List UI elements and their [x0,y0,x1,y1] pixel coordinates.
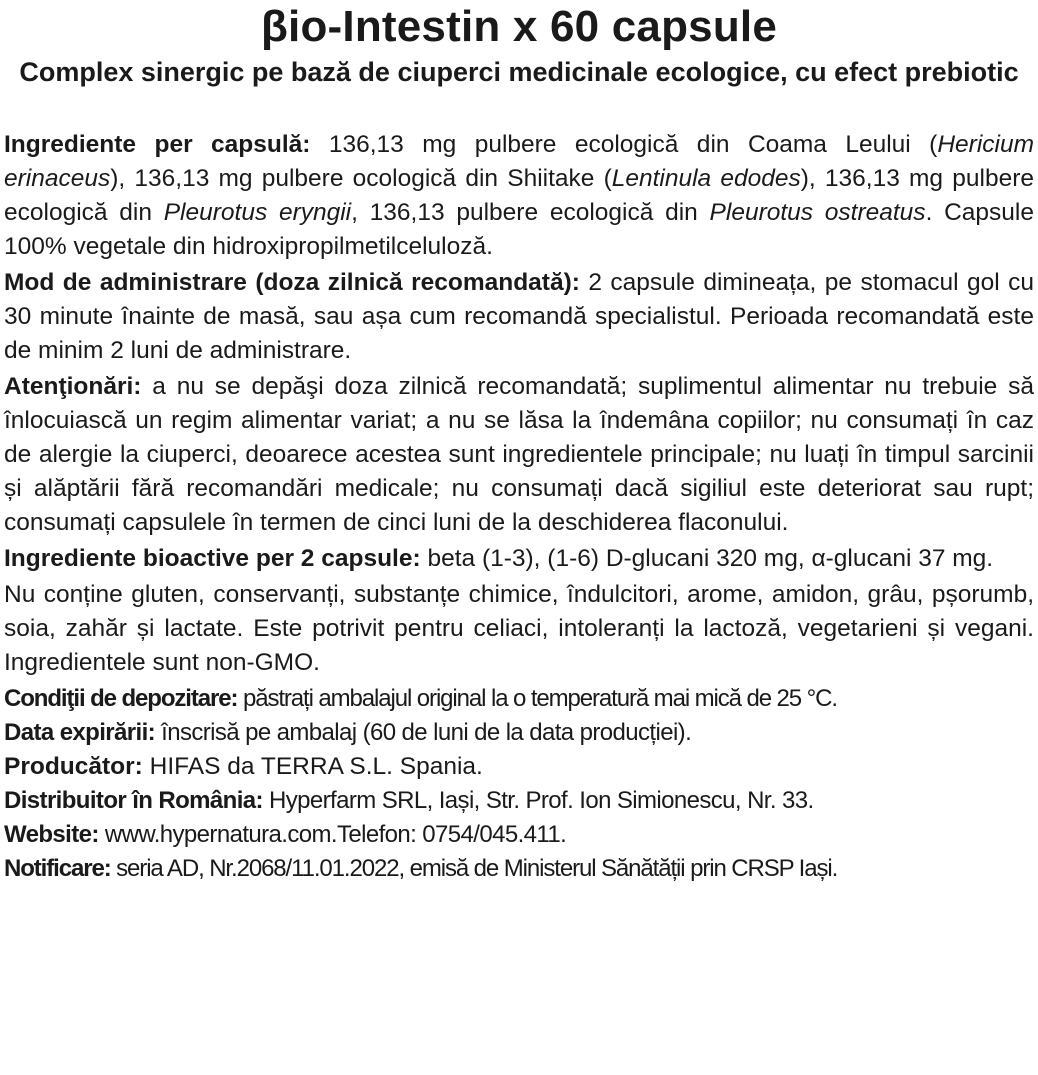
expiry-text: înscrisă pe ambalaj (60 de luni de la data producției). [155,719,692,746]
administration-label: Mod de administrare (doza zilnică recomandată): [4,269,580,296]
ingredients-paragraph [4,128,1034,264]
species-pleurotus-eryngii: Pleurotus eryngii [163,199,352,226]
free-from-text: Nu conține gluten, conservanți, substanțe chimice, îndulcitori, arome, amidon, grâu, pșorumb, soia, zahăr și lactate. Este potrivit pentru celiaci, intoleranți la lactoză, vegetarieni și vegani. Ingredientele sunt non-GMO. [4,581,1034,676]
bioactive-label: Ingrediente bioactive per 2 capsule: [4,545,421,572]
species-hericium: Hericium erinaceus [4,131,1034,192]
free-from-paragraph [4,578,1034,680]
ingredients-label: Ingrediente per capsulă: [4,131,311,158]
producer-paragraph [4,750,1034,784]
producer-text: HIFAS da TERRA S.L. Spania. [142,753,483,780]
administration-paragraph [4,266,1034,368]
warnings-paragraph [4,370,1034,540]
ingredients-text-1: 136,13 mg pulbere ecologică din Coama Leului ( [310,131,938,158]
website-label: Website: [4,821,99,848]
species-pleurotus-ostreatus: Pleurotus ostreatus [709,199,926,226]
notification-paragraph [4,852,1034,886]
producer-label: Producător: [4,753,143,780]
administration-text: 2 capsule dimineața, pe stomacul gol cu 30 minute înainte de masă, sau așa cum recomandă specialistul. Perioada recomandată este de minim 2 luni de administrare. [4,269,1034,364]
ingredients-text-2: ), 136,13 mg pulbere ocologică din Shiitake ( [110,165,612,192]
website-text: www.hypernatura.com.Telefon: 0754/045.411. [98,821,567,848]
storage-paragraph [4,682,1034,716]
distributor-label: Distribuitor în România: [4,787,263,814]
ingredients-text-3: ), 136,13 mg pulbere ecologică din [4,165,1034,226]
ingredients-text-4: , 136,13 pulbere ecologică din [351,199,710,226]
distributor-text: Hyperfarm SRL, Iași, Str. Prof. Ion Simionescu, Nr. 33. [262,787,814,814]
bioactive-paragraph [4,542,1034,576]
species-lentinula: Lentinula edodes [611,165,801,192]
storage-text: păstrați ambalajul original la o temperatură mai mică de 25 °C. [237,685,837,712]
website-paragraph [4,818,1034,852]
bioactive-text: beta (1-3), (1-6) D-glucani 320 mg, α-glucani 37 mg. [420,545,994,572]
warnings-text: a nu se depăşi doza zilnică recomandată; suplimentul alimentar nu trebuie să înlocuiască un regim alimentar variat; a nu se lăsa la îndemâna copiilor; nu consumați în caz de alergie la ciuperci, deoarece acestea sunt ingredientele principale; nu luați în timpul sarcinii și alăptării fără recomandări medicale; nu consumați dacă sigiliul este deteriorat sau rupt; consumați capsulele în termen de cinci luni de la deschiderea flaconului. [4,373,1034,536]
warnings-label: Atenţionări: [4,373,142,400]
notification-text: seria AD, Nr.2068/11.01.2022, emisă de Ministerul Sănătății prin CRSP Iași. [110,855,838,882]
product-leaflet [0,2,1038,1075]
storage-label: Condiţii de depozitare: [4,685,238,712]
leaflet-body [4,128,1034,886]
product-subtitle: Complex sinergic pe bază de ciuperci medicinale ecologice, cu efect prebiotic [19,57,1019,87]
expiry-paragraph [4,716,1034,750]
distributor-paragraph [4,784,1034,818]
product-title: βio-Intestin x 60 capsule [260,2,777,51]
ingredients-text-5: . Capsule 100% vegetale din hidroxipropilmetilceluloză. [4,199,1035,260]
expiry-label: Data expirării: [4,719,156,746]
notification-label: Notificare: [4,855,111,882]
